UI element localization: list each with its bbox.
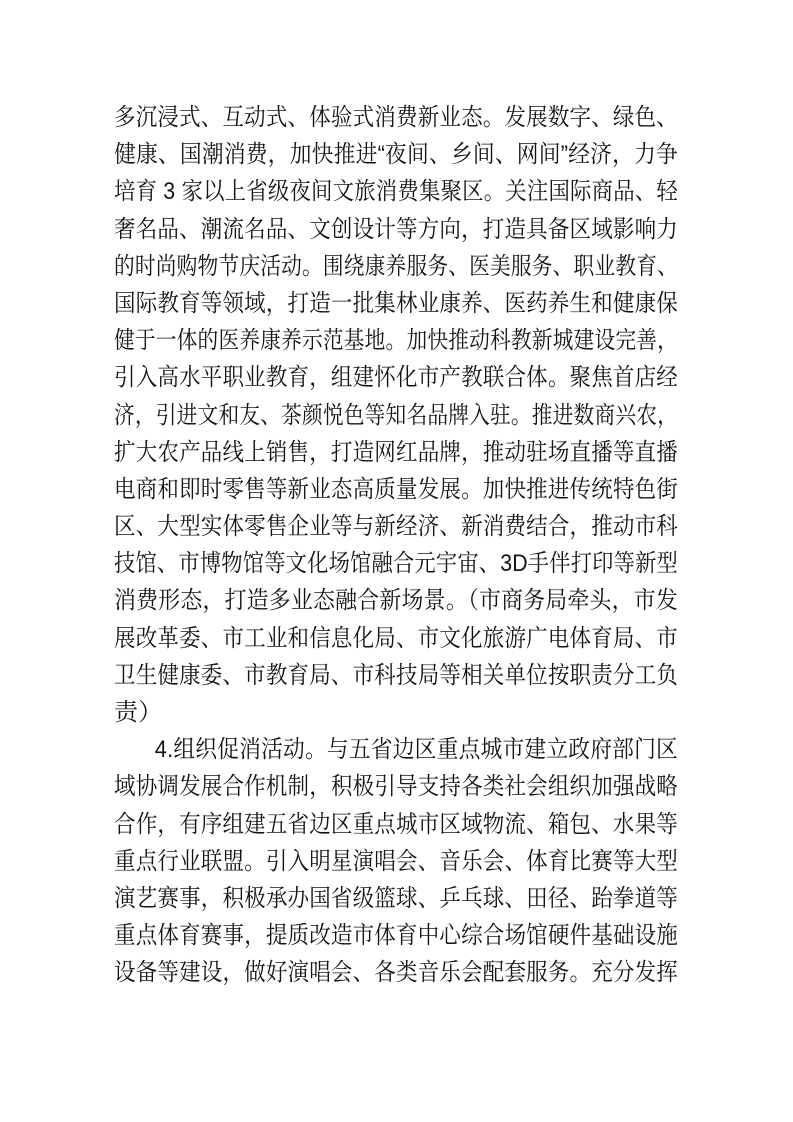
text-line xyxy=(114,954,678,991)
text-line-content: 多沉浸式、互动式、体验式消费新业态。发展数字、绿色、 xyxy=(114,104,678,131)
text-line xyxy=(114,806,678,843)
text-line-content: 区、大型实体零售企业等与新经济、新消费结合，推动市科 xyxy=(114,513,678,541)
text-line xyxy=(114,359,678,396)
text-line xyxy=(114,843,678,880)
text-line-content: 卫生健康委、市教育局、市科技局等相关单位按职责分工负 xyxy=(114,661,678,689)
text-line-content: 重点体育赛事，提质改造市体育中心综合场馆硬件基础设施 xyxy=(114,922,678,950)
text-line xyxy=(114,471,678,508)
text-line-content: 重点行业联盟。引入明星演唱会、音乐会、体育比赛等大型 xyxy=(114,847,678,875)
text-line-content: 奢名品、潮流名品、文创设计等方向，打造具备区域影响力 xyxy=(114,215,678,243)
text-line-content: 的时尚购物节庆活动。围绕康养服务、医美服务、职业教育、 xyxy=(114,252,678,280)
text-line xyxy=(114,173,678,210)
text-line xyxy=(114,136,678,173)
text-line xyxy=(114,545,678,582)
text-line xyxy=(114,582,678,619)
text-line-content: 国际教育等领域，打造一批集林业康养、医药养生和健康保 xyxy=(114,289,678,317)
text-line xyxy=(114,731,678,768)
text-line-content: 域协调发展合作机制，积极引导支持各类社会组织加强战略 xyxy=(114,773,678,801)
text-line-content: 责） xyxy=(114,699,163,726)
text-line-content: 健于一体的医养康养示范基地。加快推动科教新城建设完善， xyxy=(114,327,678,355)
text-line xyxy=(114,434,678,471)
text-line xyxy=(114,768,678,805)
text-line-content: 设备等建设，做好演唱会、各类音乐会配套服务。充分发挥 xyxy=(114,959,678,987)
document-text-block xyxy=(114,99,678,992)
text-line xyxy=(114,99,678,136)
text-line xyxy=(114,397,678,434)
text-line-content: 消费形态，打造多业态融合新场景。（市商务局牵头，市发 xyxy=(114,587,678,615)
text-line xyxy=(114,917,678,954)
text-line xyxy=(114,508,678,545)
text-line xyxy=(114,211,678,248)
text-line-content: 演艺赛事，积极承办国省级篮球、乒乓球、田径、跆拳道等 xyxy=(114,884,678,912)
text-line-content: 培育 3 家以上省级夜间文旅消费集聚区。关注国际商品、轻 xyxy=(114,178,678,206)
text-line-content: 健康、国潮消费，加快推进“夜间、乡间、网间”经济，力争 xyxy=(114,141,678,169)
text-line-content: 扩大农产品线上销售，打造网红品牌，推动驻场直播等直播 xyxy=(114,438,678,466)
text-line-content: 电商和即时零售等新业态高质量发展。加快推进传统特色街 xyxy=(114,475,678,503)
text-line xyxy=(114,880,678,917)
text-line-content: 4.组织促消活动。与五省边区重点城市建立政府部门区 xyxy=(154,736,678,764)
text-line-content: 合作，有序组建五省边区重点城市区域物流、箱包、水果等 xyxy=(114,810,678,838)
text-line-content: 济，引进文和友、茶颜悦色等知名品牌入驻。推进数商兴农， xyxy=(114,401,678,429)
text-line-content: 技馆、市博物馆等文化场馆融合元宇宙、3D手伴打印等新型 xyxy=(114,550,678,578)
text-line xyxy=(114,694,678,731)
text-line-content: 引入高水平职业教育，组建怀化市产教联合体。聚焦首店经 xyxy=(114,364,678,392)
text-line-content: 展改革委、市工业和信息化局、市文化旅游广电体育局、市 xyxy=(114,624,678,652)
text-line xyxy=(114,657,678,694)
text-line xyxy=(114,620,678,657)
text-line xyxy=(114,248,678,285)
text-line xyxy=(114,322,678,359)
paragraph-continuation xyxy=(114,99,678,731)
paragraph-item-4 xyxy=(114,731,678,991)
text-line xyxy=(114,285,678,322)
